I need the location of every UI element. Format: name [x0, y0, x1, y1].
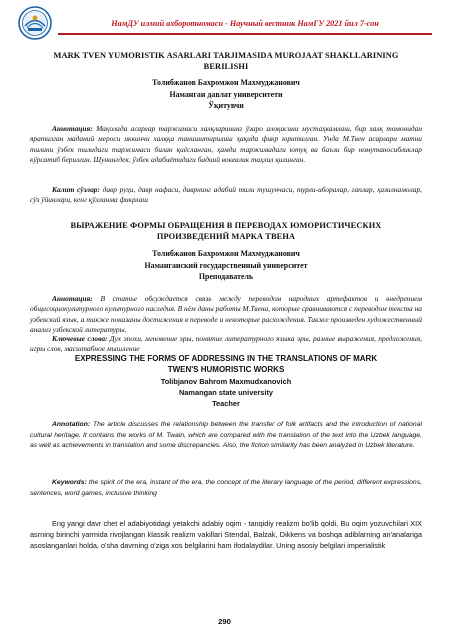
en-article-title [30, 354, 422, 375]
ru-author: Толибжанов Бахромжон Махмуджанович [152, 249, 300, 258]
body-paragraph: Eng yangi davr chet el adabiyotidagi yetakchi adabiy oqim - tanqidiy realizm bo'lib qoldi. Bu oqim yozuvchilari XIX asrning birinchi yarmida rivojlangan klassik realizm vakillari Stendal, Balzak, Dikkens va boshqa adiblarning an'analariga asoslanganlari holda, o'sha davrning o'ziga xos belgilarini ham ifodalaydilar. Uning asosiy belgilari imperialistik [30, 519, 422, 551]
journal-title: НамДУ илмий ахборотномаси - Научный вестник НамГУ 2021 йил 7-сон [111, 19, 379, 28]
ru-keywords-text: Дух эпохи, мгновение эры, понятие литературного языка эры, разные выражения, предложения, игры слов, масштабное мышление [30, 334, 422, 354]
en-keywords-text: the spirit of the era, instant of the era, the concept of the literary language of the period, different expressions, sentences, word games, inclusive thinking [30, 479, 422, 497]
en-keywords [30, 478, 422, 499]
en-keywords-label: Keywords: [52, 479, 87, 486]
uz-title-line2: BERILISHI [203, 62, 249, 71]
en-author: Tolibjanov Bahrom Maxmudxanovich [160, 377, 292, 386]
uz-author-block [30, 77, 422, 112]
uz-abstract-text: Мақолада асарлар таржимаси халқларининг ўзаро алоқасини мустаҳкамлаш, бир халқ томонидан яратилган маданий мероси иккинчи халққа танишитирилиш ҳақида фикр юритилган. Унда М.Твен асарлари матни тилини ўзбек тилидаги таржимаси билан қиёсланган, ҳамда таржимадаги ютуқ ва баъзи бир номутаносибликлар кўрсатиб берилган. Шунингдек, ўзбек адабиётидаги бадиий вокеалик таҳлил қилинган. [30, 124, 422, 165]
en-title-line2: TWEN'S HUMORISTIC WORKS [167, 364, 285, 374]
ru-title-line2: ПРОИЗВЕДЕНИЙ МАРКА ТВЕНА [156, 232, 296, 241]
ru-abstract [30, 294, 422, 336]
en-abstract [30, 420, 422, 452]
uz-keywords-text: давр руҳи, давр нафаси, даврнинг адабий тили тушунчаси, турли-иборалар, гаплар, ҳазилнамолар, сўз ўйинлари, кенг қўлланма фикрлаш [30, 185, 422, 205]
en-author-block [30, 376, 422, 409]
uz-article-title [30, 50, 422, 72]
uz-keywords-label: Калит сўзлар: [52, 185, 100, 194]
ru-affiliation: Наманганский государственный университет [144, 260, 308, 270]
ru-position: Преподаватель [198, 272, 254, 281]
ru-keywords [30, 334, 422, 355]
ru-abstract-text: В статье обсуждается связь между переводом народных артефактов и внедрением общесоциокультурного культурного наследия. В нём даны работы М.Твена, которые сравниваются с переводом текста на узбекский язык, а также показаны достижения в переводе и некоторые расхождения. Также произведен художественный анализ узбекской литературы. [30, 294, 422, 335]
uz-title-line1: MARK TVEN YUMORISTIK ASARLARI TARJIMASIDA MUROJAAT SHAKLLARINING [53, 51, 399, 60]
en-abstract-label: Annotation: [52, 421, 91, 428]
en-abstract-text: The article discusses the relationship between the transfer of folk artifacts and the introduction of national cultural heritage. It contains the works of M. Twain, which are compared with the translation of the text into the Uzbek language, as well as achievements in translation and some discrepancies. Also, the fiction similarity has been analyzed in Uzbek literature. [30, 421, 423, 450]
ru-keywords-label: Ключевые слова: [52, 334, 108, 343]
uz-position: Ўқитувчи [208, 101, 244, 110]
uz-affiliation: Наманган давлат университети [169, 89, 283, 99]
ru-article-title [30, 220, 422, 242]
uz-abstract [30, 124, 422, 166]
en-affiliation: Namangan state university [178, 388, 274, 397]
ru-abstract-label: Аннотация: [52, 294, 93, 303]
journal-header [18, 6, 432, 42]
page-number: 290 [218, 617, 231, 626]
ru-title-line1: ВЫРАЖЕНИЕ ФОРМЫ ОБРАЩЕНИЯ В ПЕРЕВОДАХ ЮМОРИСТИЧЕСКИХ [70, 221, 382, 230]
en-position: Teacher [212, 399, 240, 408]
uz-author: Толибжанов Бахромжон Махмуджанович [152, 78, 300, 87]
uz-abstract-label: Аннотация: [52, 124, 93, 133]
ru-author-block [30, 248, 422, 283]
en-title-line1: EXPRESSING THE FORMS OF ADDRESSING IN THE TRANSLATIONS OF MARK [74, 354, 378, 363]
uz-keywords [30, 185, 422, 206]
university-logo-icon [18, 6, 52, 40]
header-divider [58, 33, 432, 35]
